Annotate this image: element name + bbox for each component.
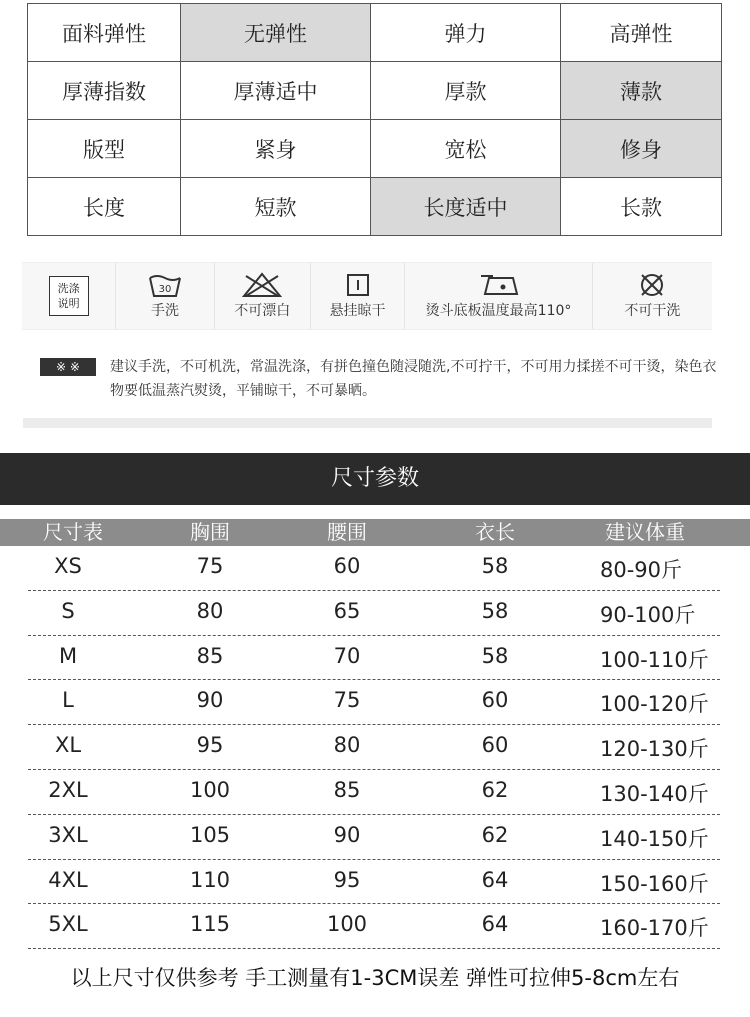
size-table-body — [0, 546, 750, 949]
header-chest: 胸围 — [190, 520, 230, 544]
attribute-label: 面料弹性 — [28, 4, 181, 62]
length-cell: 64 — [481, 912, 509, 937]
hand-wash-icon — [148, 272, 182, 298]
weight-cell: 140-150斤 — [600, 826, 709, 851]
weight-cell: 90-100斤 — [600, 602, 696, 627]
length-cell: 58 — [481, 598, 509, 623]
attribute-option: 弹力 — [371, 4, 561, 62]
attribute-row — [28, 178, 722, 236]
hang-dry-icon — [346, 272, 370, 298]
no-bleach-icon — [240, 272, 284, 298]
size-cell: 5XL — [48, 912, 88, 937]
table-row — [0, 860, 750, 905]
attribute-option-selected: 无弹性 — [181, 4, 371, 62]
size-cell: S — [61, 598, 75, 623]
weight-cell: 120-130斤 — [600, 737, 709, 762]
chest-cell: 115 — [189, 912, 231, 937]
size-table-header — [0, 519, 750, 546]
chest-cell: 75 — [196, 554, 224, 578]
attribute-label: 厚薄指数 — [28, 62, 181, 120]
attribute-option: 高弹性 — [561, 4, 722, 62]
attribute-row — [28, 4, 722, 62]
size-section-title: 尺寸参数 — [0, 453, 750, 505]
header-weight: 建议体重 — [605, 520, 685, 544]
table-row — [0, 770, 750, 815]
care-icon-strip — [22, 262, 712, 330]
attribute-option-selected: 薄款 — [561, 62, 722, 120]
table-row — [0, 815, 750, 860]
attribute-option: 短款 — [181, 178, 371, 236]
size-cell: XS — [54, 554, 82, 578]
table-row — [0, 680, 750, 725]
wash-instructions-badge: 洗涤 说明 — [49, 276, 89, 316]
size-cell: XL — [54, 733, 82, 758]
iron-icon — [477, 272, 521, 298]
attribute-option-selected: 长度适中 — [371, 178, 561, 236]
waist-cell: 85 — [333, 777, 361, 802]
care-label: 不可漂白 — [234, 303, 291, 319]
attribute-row — [28, 62, 722, 120]
care-item-hand-wash — [116, 263, 214, 329]
chest-cell: 100 — [189, 777, 231, 802]
attribute-option: 厚款 — [371, 62, 561, 120]
header-length: 衣长 — [475, 520, 515, 544]
care-item-hang-dry — [311, 263, 405, 329]
fabric-attribute-table — [27, 3, 722, 236]
attribute-option: 长款 — [561, 178, 722, 236]
svg-text:30: 30 — [158, 284, 172, 295]
size-footnote: 以上尺寸仅供参考 手工测量有1-3CM误差 弹性可拉伸5-8cm左右 — [70, 966, 680, 990]
table-row — [0, 591, 750, 636]
attribute-option: 宽松 — [371, 120, 561, 178]
chest-cell: 85 — [196, 643, 224, 668]
length-cell: 62 — [481, 777, 509, 802]
weight-cell: 100-120斤 — [600, 692, 709, 717]
chest-cell: 80 — [196, 598, 224, 623]
length-cell: 58 — [481, 554, 509, 578]
chest-cell: 105 — [189, 822, 231, 847]
waist-cell: 60 — [333, 554, 361, 578]
section-divider — [23, 418, 712, 428]
length-cell: 64 — [481, 867, 509, 892]
size-cell: L — [62, 688, 74, 713]
attribute-option: 厚薄适中 — [181, 62, 371, 120]
table-row — [0, 904, 750, 949]
size-cell: 3XL — [48, 822, 88, 847]
weight-cell: 100-110斤 — [600, 647, 709, 672]
length-cell: 58 — [481, 643, 509, 668]
weight-cell: 160-170斤 — [600, 916, 709, 941]
care-item-no-bleach — [215, 263, 311, 329]
care-label: 烫斗底板温度最高110° — [425, 303, 572, 319]
waist-cell: 65 — [333, 598, 361, 623]
waist-cell: 90 — [333, 822, 361, 847]
weight-cell: 150-160斤 — [600, 871, 709, 896]
table-row — [0, 546, 750, 591]
size-cell: 2XL — [48, 777, 88, 802]
weight-cell: 130-140斤 — [600, 781, 709, 806]
chest-cell: 90 — [196, 688, 224, 713]
care-label: 手洗 — [150, 303, 179, 319]
waist-cell: 100 — [326, 912, 368, 937]
attribute-option: 紧身 — [181, 120, 371, 178]
table-row — [0, 636, 750, 681]
table-row — [0, 725, 750, 770]
chest-cell: 95 — [196, 733, 224, 758]
waist-cell: 75 — [333, 688, 361, 713]
care-badge-cell — [22, 263, 116, 329]
size-cell: 4XL — [48, 867, 88, 892]
length-cell: 60 — [481, 688, 509, 713]
care-label: 悬挂晾干 — [329, 303, 386, 319]
waist-cell: 95 — [333, 867, 361, 892]
length-cell: 62 — [481, 822, 509, 847]
notes-tag: ※ ※ — [40, 358, 96, 376]
no-dry-clean-icon — [637, 272, 667, 298]
attribute-label: 长度 — [28, 178, 181, 236]
length-cell: 60 — [481, 733, 509, 758]
care-item-no-dry-clean — [593, 263, 712, 329]
care-item-iron — [405, 263, 593, 329]
waist-cell: 80 — [333, 733, 361, 758]
header-waist: 腰围 — [327, 520, 367, 544]
header-size: 尺寸表 — [43, 520, 103, 544]
attribute-option-selected: 修身 — [561, 120, 722, 178]
notes-text: 建议手洗，不可机洗，常温洗涤，有拼色撞色随浸随洗,不可拧干，不可用力揉搓不可干烫，染色衣物要低温蒸汽熨烫，平铺晾干，不可暴晒。 — [110, 359, 717, 399]
attribute-label: 版型 — [28, 120, 181, 178]
weight-cell: 80-90斤 — [600, 558, 683, 582]
attribute-row — [28, 120, 722, 178]
waist-cell: 70 — [333, 643, 361, 668]
size-cell: M — [58, 643, 78, 668]
care-label: 不可干洗 — [624, 303, 681, 319]
chest-cell: 110 — [189, 867, 231, 892]
